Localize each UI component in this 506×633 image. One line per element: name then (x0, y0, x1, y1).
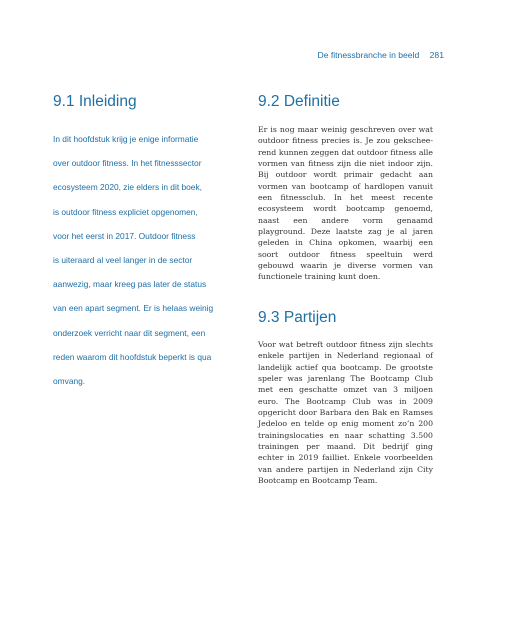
section-9-3-body: Voor wat betreft outdoor fitness zijn slechts enkele partijen in Nederland regionaal of landelijk actief qua bootcamp. De grootste speler was jarenlang The Bootcamp Club met een geschatte omzet van 3 miljoen euro. The Bootcamp Club was in 2009 opgericht door Barbara den Bak en Ramses Jedeloo en telde op enig moment zo’n 200 trainingslocaties en naar schatting 3.500 trainingen per maand. Dit bedrijf ging echter in 2019 failliet. Enkele voorbeelden van andere partijen in Nederland zijn City Bootcamp en Bootcamp Team. (258, 339, 433, 485)
intro-text (53, 134, 243, 400)
section-9-1-heading: 9.1 Inleiding (53, 93, 137, 110)
running-header (318, 50, 445, 60)
intro-line: onderzoek verricht naar dit segment, een (53, 327, 206, 338)
intro-line: reden waarom dit hoofdstuk beperkt is qua (53, 351, 212, 362)
intro-line: van een apart segment. Er is helaas weinig (53, 303, 214, 314)
section-9-3-heading: 9.3 Partijen (258, 308, 337, 326)
running-title: De fitnessbranche in beeld (317, 50, 420, 60)
intro-line: aanwezig, maar kreeg pas later de status (53, 279, 207, 290)
intro-line: ecosysteem 2020, zie elders in dit boek, (53, 182, 202, 193)
section-9-2-heading: 9.2 Definitie (258, 93, 340, 110)
page-number: 281 (429, 50, 444, 60)
intro-line: voor het eerst in 2017. Outdoor fitness (53, 230, 196, 241)
intro-line: is outdoor fitness expliciet opgenomen, (53, 206, 198, 217)
intro-line: omvang. (53, 375, 86, 386)
left-column (53, 93, 243, 400)
section-9-2-body: Er is nog maar weinig geschreven over wat outdoor fitness precies is. Je zou gekscheerend kunnen zeggen dat outdoor fitness alle vormen van fitness zijn die niet indoor zijn. Bij outdoor wordt primair gedacht aan vormen van bootcamp of hardlopen vanuit een fitnessclub. In het meest recente ecosysteem wordt bootcamp genoemd, naast een andere vorm genaamd playground. Deze laatste zag je al jaren geleden in China opkomen, waarbij een soort outdoor fitness speeltuin werd gebouwd waarin je diverse vormen van functionele training kunt doen. (258, 125, 433, 282)
intro-line: over outdoor fitness. In het fitnesssector (53, 158, 202, 169)
intro-line: is uiteraard al veel langer in de sector (53, 254, 193, 265)
right-column (258, 93, 433, 486)
intro-line: In dit hoofdstuk krijg je enige informatie (53, 134, 199, 144)
